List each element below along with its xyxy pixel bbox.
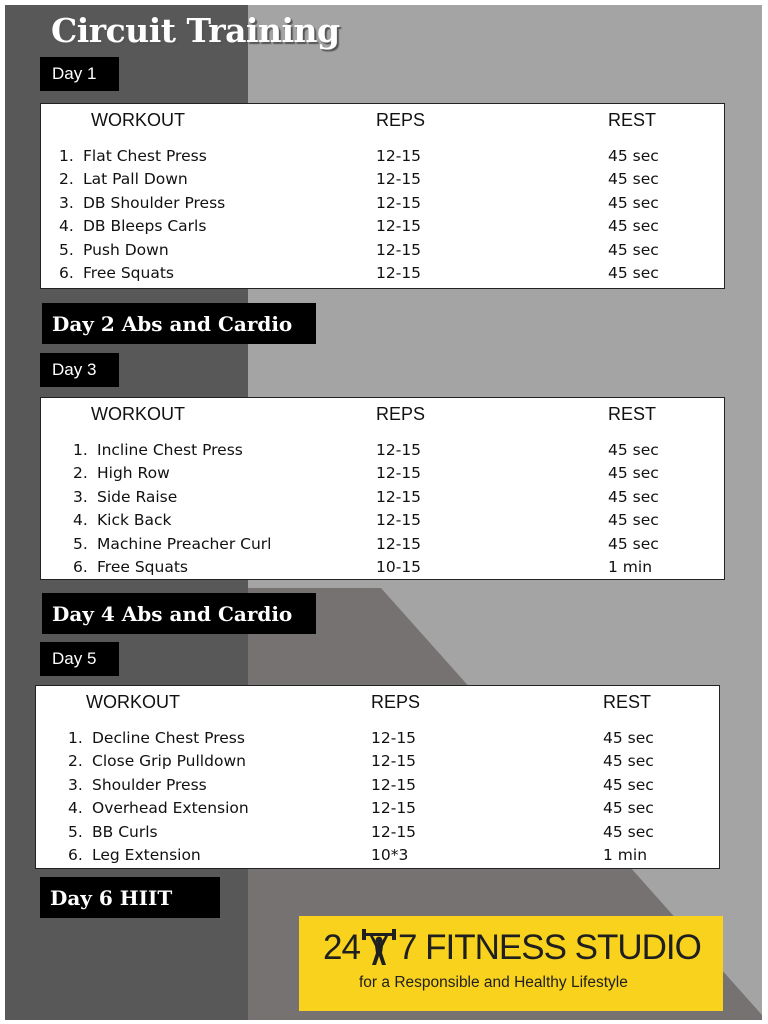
day-5-table [35, 685, 720, 869]
reps-value: 12-15 [376, 193, 422, 212]
day-3-label: Day 3 [40, 353, 119, 387]
day-2-banner: Day 2 Abs and Cardio [42, 303, 316, 344]
workout-name: Side Raise [97, 487, 178, 506]
workout-name: Leg Extension [92, 846, 201, 864]
table-row [41, 511, 724, 534]
rest-value: 45 sec [608, 487, 659, 506]
reps-header: REPS [371, 692, 421, 712]
rest-value: 45 sec [608, 193, 659, 212]
brand-right: 7 FITNESS STUDIO [397, 928, 701, 967]
reps-value: 12-15 [376, 217, 422, 236]
rest-value: 45 sec [603, 799, 654, 818]
day-1-label: Day 1 [40, 57, 119, 91]
row-number: 4. [68, 799, 83, 818]
logo-tagline: for a Responsible and Healthy Lifestyle [359, 974, 628, 991]
table-row [36, 752, 719, 775]
rest-value: 45 sec [608, 240, 659, 259]
workout-name: Close Grip Pulldown [92, 752, 246, 771]
reps-value: 12-15 [376, 511, 422, 530]
row-number: 3. [73, 487, 88, 506]
table-row [41, 241, 724, 264]
reps-value: 12-15 [376, 441, 422, 459]
reps-value: 12-15 [376, 264, 422, 282]
day-5-label: Day 5 [40, 642, 119, 676]
reps-value: 12-15 [371, 775, 417, 794]
table-row [41, 441, 724, 464]
table-row [41, 558, 724, 581]
workout-name: Free Squats [97, 558, 188, 576]
table-row [36, 846, 719, 869]
reps-header: REPS [376, 110, 426, 130]
day-3-table [40, 397, 725, 580]
page-title: Circuit Training [51, 11, 340, 50]
rest-value: 1 min [603, 846, 648, 864]
table-row [41, 194, 724, 217]
rest-value: 45 sec [608, 464, 659, 483]
workout-name: Lat Pall Down [83, 170, 188, 189]
row-number: 1. [59, 147, 74, 165]
row-number: 5. [73, 534, 88, 553]
rest-header: REST [603, 692, 652, 712]
row-number: 1. [73, 441, 88, 459]
reps-value: 12-15 [376, 534, 422, 553]
rest-value: 45 sec [603, 775, 654, 794]
workout-name: Machine Preacher Curl [97, 534, 272, 553]
row-number: 4. [59, 217, 74, 236]
workout-name: DB Shoulder Press [83, 193, 226, 212]
workout-header: WORKOUT [91, 110, 185, 130]
rest-header: REST [608, 404, 657, 424]
workout-header: WORKOUT [91, 404, 185, 424]
row-number: 6. [73, 558, 88, 576]
workout-name: High Row [97, 464, 170, 483]
table-row [41, 488, 724, 511]
rest-value: 45 sec [608, 170, 659, 189]
table-row [41, 535, 724, 558]
row-number: 6. [59, 264, 74, 282]
row-number: 5. [59, 240, 74, 259]
reps-value: 12-15 [371, 799, 417, 818]
reps-value: 12-15 [376, 487, 422, 506]
reps-value: 10*3 [371, 846, 409, 864]
workout-name: BB Curls [92, 822, 158, 841]
workout-name: Shoulder Press [92, 775, 207, 794]
workout-name: Flat Chest Press [83, 147, 207, 165]
row-number: 6. [68, 846, 83, 864]
row-number: 3. [59, 193, 74, 212]
reps-value: 10-15 [376, 558, 422, 576]
row-number: 1. [68, 729, 83, 747]
workout-name: Overhead Extension [92, 799, 249, 818]
reps-header: REPS [376, 404, 426, 424]
table-row [41, 217, 724, 240]
table-row [36, 799, 719, 822]
rest-value: 45 sec [603, 822, 654, 841]
table-row [36, 776, 719, 799]
rest-value: 45 sec [608, 441, 659, 459]
day-6-banner: Day 6 HIIT [40, 877, 220, 918]
table-row [41, 464, 724, 487]
table-row [41, 170, 724, 193]
workout-header: WORKOUT [86, 692, 180, 712]
row-number: 3. [68, 775, 83, 794]
rest-value: 45 sec [603, 752, 654, 771]
reps-value: 12-15 [376, 240, 422, 259]
rest-header: REST [608, 110, 657, 130]
rest-value: 45 sec [608, 217, 659, 236]
weightlifter-icon [362, 929, 396, 967]
reps-value: 12-15 [371, 729, 417, 747]
workout-name: Free Squats [83, 264, 174, 282]
reps-value: 12-15 [376, 464, 422, 483]
reps-value: 12-15 [376, 170, 422, 189]
workout-name: Decline Chest Press [92, 729, 245, 747]
row-number: 2. [59, 170, 74, 189]
table-row [41, 147, 724, 170]
table-row [36, 729, 719, 752]
row-number: 2. [68, 752, 83, 771]
day-4-banner: Day 4 Abs and Cardio [42, 593, 316, 634]
reps-value: 12-15 [371, 752, 417, 771]
workout-name: Kick Back [97, 511, 172, 530]
studio-logo [299, 916, 723, 1011]
rest-value: 45 sec [608, 534, 659, 553]
reps-value: 12-15 [371, 822, 417, 841]
rest-value: 45 sec [608, 264, 659, 282]
poster [5, 5, 762, 1020]
workout-name: Incline Chest Press [97, 441, 243, 459]
row-number: 4. [73, 511, 88, 530]
workout-name: DB Bleeps Carls [83, 217, 207, 236]
rest-value: 45 sec [603, 729, 654, 747]
brand-left: 24 [323, 928, 360, 967]
workout-name: Push Down [83, 240, 169, 259]
row-number: 5. [68, 822, 83, 841]
table-row [41, 264, 724, 287]
row-number: 2. [73, 464, 88, 483]
rest-value: 1 min [608, 558, 653, 576]
brand-name [323, 928, 701, 968]
rest-value: 45 sec [608, 511, 659, 530]
rest-value: 45 sec [608, 147, 659, 165]
table-row [36, 823, 719, 846]
day-1-table [40, 103, 725, 289]
reps-value: 12-15 [376, 147, 422, 165]
